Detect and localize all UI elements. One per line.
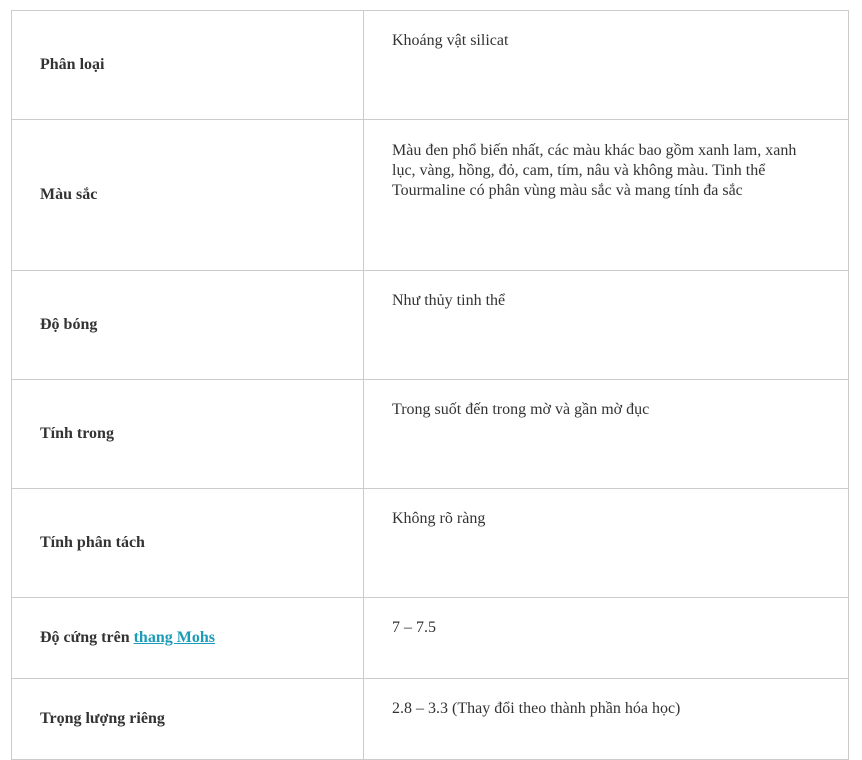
properties-table-container xyxy=(11,10,849,760)
table-row-specific-gravity xyxy=(12,679,849,760)
row-label: Độ bóng xyxy=(12,271,364,380)
row-value: 2.8 – 3.3 (Thay đổi theo thành phần hóa học) xyxy=(364,679,849,760)
row-label: Trọng lượng riêng xyxy=(12,679,364,760)
table-row-hardness xyxy=(12,598,849,679)
row-label xyxy=(12,598,364,679)
row-label: Màu sắc xyxy=(12,120,364,271)
row-value: Trong suốt đến trong mờ và gần mờ đục xyxy=(364,380,849,489)
row-label: Tính trong xyxy=(12,380,364,489)
table-row-color xyxy=(12,120,849,271)
row-value: Như thủy tinh thể xyxy=(364,271,849,380)
properties-table xyxy=(11,10,849,760)
table-row-classification xyxy=(12,11,849,120)
row-label-text: Độ cứng trên xyxy=(40,629,134,646)
row-label: Phân loại xyxy=(12,11,364,120)
row-value: Màu đen phổ biến nhất, các màu khác bao gồm xanh lam, xanh lục, vàng, hồng, đỏ, cam, tím, nâu và không màu. Tinh thể Tourmaline có phân vùng màu sắc và mang tính đa sắc xyxy=(364,120,849,271)
row-value: Không rõ ràng xyxy=(364,489,849,598)
table-row-cleavage xyxy=(12,489,849,598)
row-value: 7 – 7.5 xyxy=(364,598,849,679)
mohs-scale-link[interactable]: thang Mohs xyxy=(133,629,215,646)
table-row-transparency xyxy=(12,380,849,489)
row-label: Tính phân tách xyxy=(12,489,364,598)
row-value: Khoáng vật silicat xyxy=(364,11,849,120)
table-row-luster xyxy=(12,271,849,380)
